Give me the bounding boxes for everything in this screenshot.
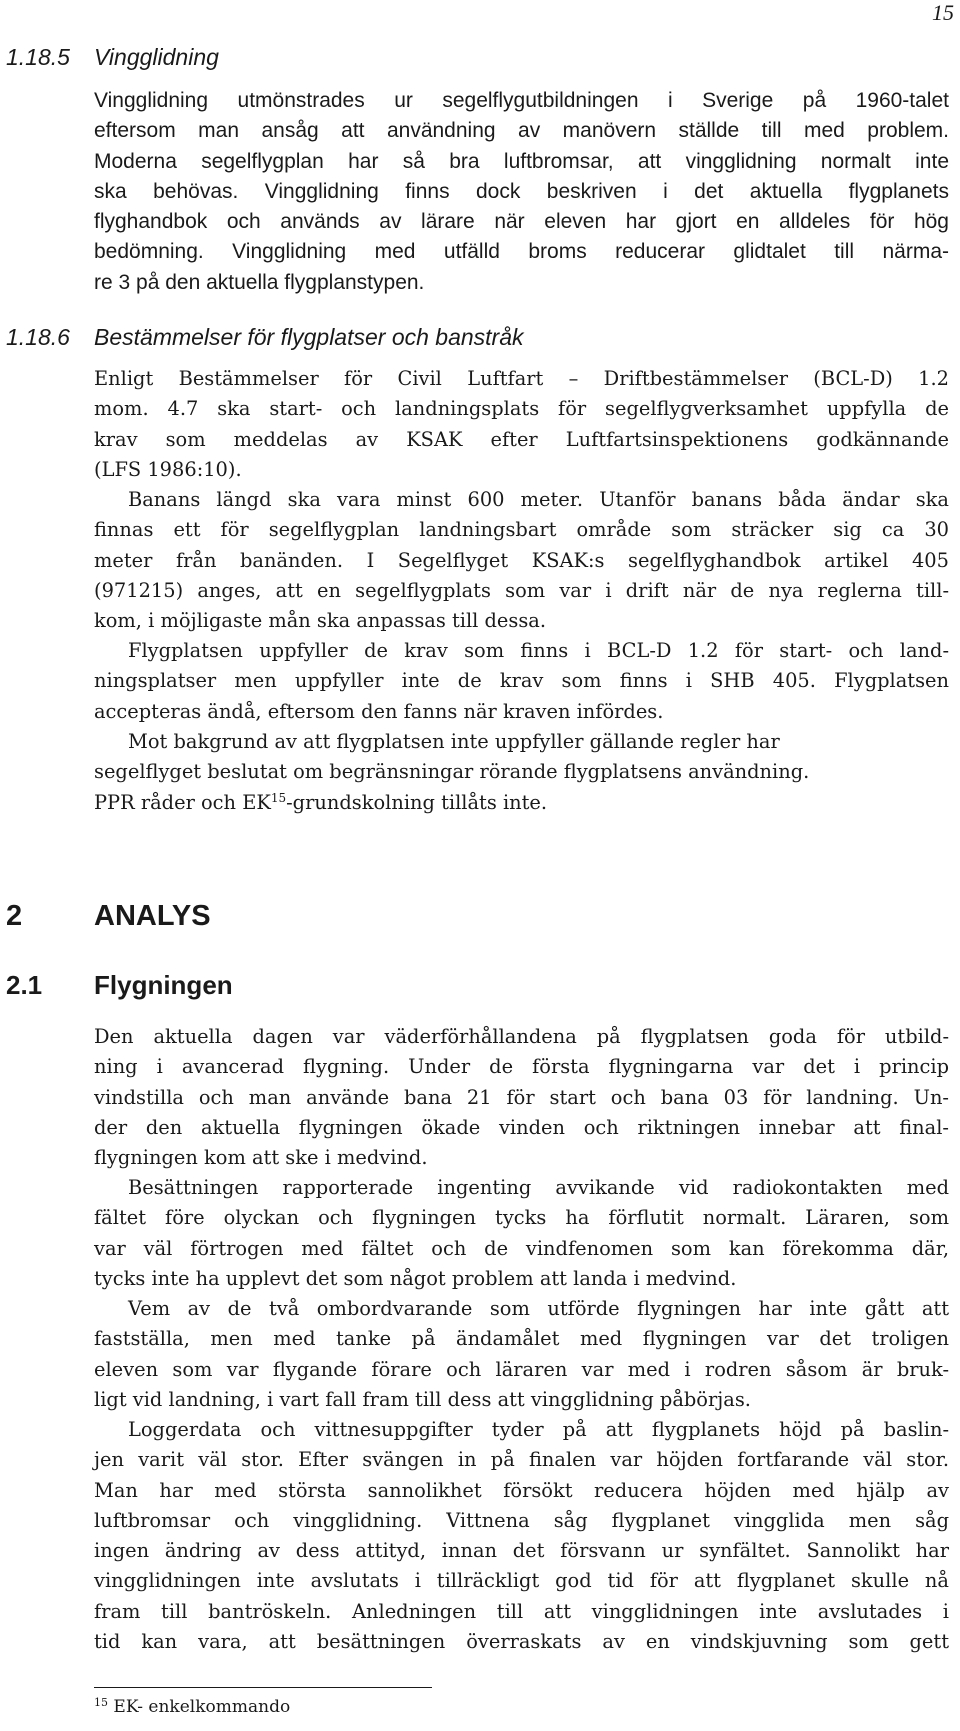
text-line: der den aktuella flygningen ökade vinden och riktningen innebar att final-	[94, 1115, 949, 1139]
text-line: tid kan vara, att besättningen överraskats av en vindskjuvning som gett	[94, 1630, 949, 1654]
text-line: mom. 4.7 ska start- och landningsplats för segelflygverksamhet uppfylla de	[94, 397, 949, 421]
text-line: Vingglidning utmönstrades ur segelflygutbildningen i Sverige på 1960-talet	[94, 89, 949, 112]
text-line	[94, 788, 949, 818]
paragraph-vem-av-de-tva	[94, 1294, 949, 1415]
section-number: 2.1	[6, 970, 43, 1000]
paragraph-bcl-d	[94, 364, 949, 485]
text-line: meter från banänden. I Segelflyget KSAK:s segelflyghandbok artikel 405	[94, 548, 949, 572]
paragraph-aktuella-dagen	[94, 1022, 949, 1173]
paragraph-besattningen	[94, 1173, 949, 1294]
section-heading-2-1	[6, 970, 233, 1001]
paragraph-vingglidning	[94, 86, 949, 298]
text-line: accepteras ändå, eftersom den fanns när kraven infördes.	[94, 699, 664, 723]
text-line: bedömning. Vingglidning med utfälld broms reducerar glidtalet till närma-	[94, 240, 949, 264]
section-heading-1-18-6	[6, 324, 524, 351]
section-number: 1.18.5	[6, 44, 70, 70]
text-line: eleven som var flygande förare och läraren var med i rodren såsom är bruk-	[94, 1357, 949, 1381]
text-line: eftersom man ansåg att användning av manövern ställde till med problem.	[94, 119, 949, 143]
text-line: (LFS 1986:10).	[94, 457, 242, 481]
chapter-heading-2	[6, 900, 211, 933]
text-line: ingen ändring av dess attityd, innan det försvann ur synfältet. Sannolikt har	[94, 1539, 949, 1563]
page-number: 15	[932, 0, 954, 25]
text-line: fältet före olyckan och flygningen tycks ha förflutit normalt. Läraren, som	[94, 1206, 949, 1230]
footnote	[94, 1697, 290, 1717]
text-line: tycks inte ha upplevt det som något problem att landa i medvind.	[94, 1266, 737, 1290]
text-line: var väl förtrogen med fältet och de vindfenomen som kan förekomma där,	[94, 1236, 949, 1260]
text-line: kom, i möjligaste mån ska anpassas till dessa.	[94, 609, 547, 633]
text-line: ska behövas. Vingglidning finns dock beskriven i det aktuella flygplanets	[94, 179, 949, 203]
text-line: finnas ett för segelflygplan landningsbart område som sträcker sig ca 30	[94, 518, 949, 542]
footnote-divider	[94, 1687, 432, 1688]
text-line: fram till bantröskeln. Anledningen till att vingglidningen inte avslutades i	[94, 1599, 949, 1623]
paragraph-flygplatsen-uppfyller	[94, 636, 949, 727]
text-line: vindstilla och man använde bana 21 för start och bana 03 för landning. Un-	[94, 1085, 949, 1109]
paragraph-mot-bakgrund	[94, 727, 949, 818]
text-line: Loggerdata och vittnesuppgifter tyder på att flygplanets höjd på baslin-	[128, 1418, 949, 1441]
text-line: ningsplatser men uppfyller inte de krav som finns i SHB 405. Flygplatsen	[94, 669, 949, 693]
text-line: Mot bakgrund av att flygplatsen inte uppfyller gällande regler har	[128, 730, 780, 753]
text-line: segelflyget beslutat om begränsningar rörande flygplatsens användning.	[94, 760, 810, 784]
footnote-reference: 15	[270, 790, 287, 805]
text-line: Moderna segelflygplan har så bra luftbromsar, att vingglidning normalt inte	[94, 149, 949, 173]
text-line: luftbromsar och vingglidning. Vittnena såg flygplanet vingglida men såg	[94, 1508, 949, 1532]
text-line: re 3 på den aktuella flygplanstypen.	[94, 270, 425, 294]
text-line: Banans längd ska vara minst 600 meter. Utanför banans båda ändar ska	[128, 488, 949, 511]
text-line: (971215) anges, att en segelflygplats som var i drift när de nya reglerna till-	[94, 578, 949, 602]
footnote-marker: 15	[94, 1696, 108, 1709]
text-line: Den aktuella dagen var väderförhållandena på flygplatsen goda för utbild-	[94, 1025, 949, 1048]
section-number: 1.18.6	[6, 324, 70, 350]
text-line: Besättningen rapporterade ingenting avvikande vid radiokontakten med	[128, 1176, 949, 1199]
text-line: fastställa, men med tanke på ändamålet med flygningen var det troligen	[94, 1327, 949, 1351]
text-line: jen varit väl stor. Efter svängen in på finalen var höjden fortfarande väl stor.	[94, 1448, 949, 1472]
text-line: vingglidningen inte avslutats i tillräckligt god tid för att flygplanet skulle nå	[94, 1569, 949, 1593]
text-line: flygningen kom att ske i medvind.	[94, 1146, 428, 1170]
chapter-number: 2	[6, 900, 23, 932]
text-segment: PPR råder och EK	[94, 790, 271, 814]
text-line: ning i avancerad flygning. Under de första flygningarna var det i princip	[94, 1055, 949, 1079]
section-title: Flygningen	[94, 970, 233, 1000]
footnote-text: EK- enkelkommando	[108, 1697, 291, 1717]
text-line: Man har med största sannolikhet försökt reducera höjden med hjälp av	[94, 1478, 949, 1502]
text-line: flyghandbok och används av lärare när eleven har gjort en alldeles för hög	[94, 210, 949, 234]
text-segment: -grundskolning tillåts inte.	[286, 790, 548, 814]
text-line: Flygplatsen uppfyller de krav som finns i BCL-D 1.2 för start- och land-	[128, 639, 949, 662]
chapter-title: ANALYS	[94, 900, 211, 932]
section-title: Bestämmelser för flygplatser och banstråk	[94, 324, 524, 350]
paragraph-loggerdata	[94, 1415, 949, 1657]
text-line: Enligt Bestämmelser för Civil Luftfart – Driftbestämmelser (BCL-D) 1.2	[94, 367, 949, 390]
text-line: ligt vid landning, i vart fall fram till dess att vingglidning påbörjas.	[94, 1387, 751, 1411]
text-line: Vem av de två ombordvarande som utförde flygningen har inte gått att	[128, 1297, 949, 1320]
paragraph-banans-langd	[94, 485, 949, 636]
section-title: Vingglidning	[94, 44, 219, 70]
section-heading-1-18-5	[6, 44, 219, 71]
text-line: krav som meddelas av KSAK efter Luftfartsinspektionens godkännande	[94, 427, 949, 451]
